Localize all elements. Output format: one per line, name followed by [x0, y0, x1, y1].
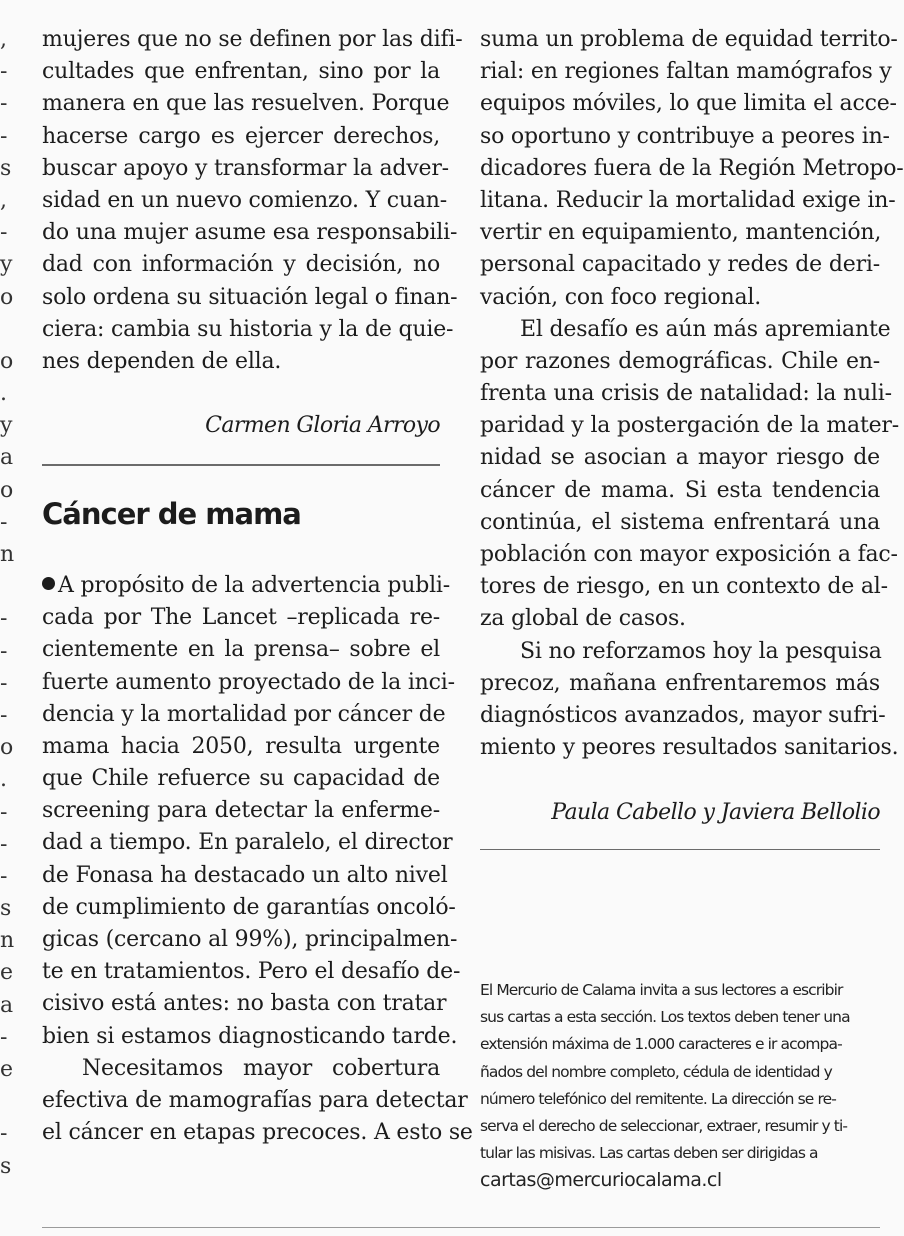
text-line: cáncer de mama. Si esta tendencia — [480, 477, 880, 503]
letter-1-ending — [42, 24, 463, 378]
note-line: ñados del nombre completo, cédula de identidad y — [480, 1062, 832, 1081]
text-line: tores de riesgo, en un contexto de al- — [480, 574, 888, 600]
margin-fragment: - — [0, 670, 8, 696]
margin-fragment: n — [0, 928, 15, 954]
text-line — [42, 570, 451, 602]
letter-2-body-right — [480, 24, 904, 764]
text-line: personal capacitado y redes de deri- — [480, 252, 880, 278]
margin-fragment: - — [0, 59, 8, 85]
note-line: El Mercurio de Calama invita a sus lectores a escribir — [480, 981, 843, 999]
text-line: za global de casos. — [480, 606, 686, 632]
margin-fragment: - — [0, 638, 8, 664]
margin-fragment: o — [0, 284, 14, 310]
margin-fragment: - — [0, 863, 8, 889]
text-line: te en tratamientos. Pero el desafío de- — [42, 959, 461, 985]
text-line: cisivo está antes: no basta con tratar — [42, 991, 447, 1017]
note-line: tular las misivas. Las cartas deben ser dirigidas a — [480, 1144, 818, 1163]
margin-fragment: s — [0, 1153, 12, 1179]
text-line: por razones demográficas. Chile en- — [480, 348, 880, 374]
margin-fragment: s — [0, 155, 12, 181]
margin-fragment: - — [0, 1121, 8, 1147]
text-line: cientemente en la prensa– sobre el — [42, 637, 440, 663]
text-line: diagnósticos avanzados, mayor sufri- — [480, 702, 886, 728]
text-line: rial: en regiones faltan mamógrafos y — [480, 59, 892, 85]
margin-fragment: - — [0, 831, 8, 857]
text-line: dad con información y decisión, no — [42, 252, 440, 278]
margin-fragment — [0, 571, 16, 603]
spacer — [42, 378, 440, 410]
text-line: mama hacia 2050, resulta urgente — [42, 733, 440, 759]
right-column — [480, 24, 904, 850]
spacer — [480, 764, 880, 796]
margin-fragment: . — [0, 767, 7, 793]
text-line: hacerse cargo es ejercer derechos, — [42, 123, 440, 149]
signature-carmen-gloria-arroyo: Carmen Gloria Arroyo — [205, 413, 440, 439]
signature-paula-cabello-javiera-bellolio: Paula Cabello y Javiera Bellolio — [551, 799, 880, 825]
margin-fragment: - — [0, 123, 8, 149]
text-line: manera en que las resuelven. Porque — [42, 91, 450, 117]
margin-fragment: . — [0, 381, 7, 407]
note-line: número telefónico del remitente. La dirección se re- — [480, 1089, 836, 1108]
note-line: extensión máxima de 1.000 caracteres e ir acompa- — [480, 1035, 842, 1054]
margin-fragment: o — [0, 348, 14, 374]
text-line: que Chile refuerce su capacidad de — [42, 766, 440, 792]
text-line: precoz, mañana enfrentaremos más — [480, 670, 880, 696]
text-line: nidad se asocian a mayor riesgo de — [480, 445, 880, 471]
text-line: fuerte aumento proyectado de la inci- — [42, 669, 455, 695]
margin-fragment: - — [0, 220, 8, 246]
text-line: Si no reforzamos hoy la pesquisa — [520, 638, 882, 664]
text-line: el cáncer en etapas precoces. A esto se — [42, 1120, 473, 1146]
contact-email-link[interactable]: cartas@mercuriocalama.cl — [480, 1169, 722, 1192]
margin-fragment: y — [0, 413, 13, 439]
text-line: nes dependen de ella. — [42, 348, 282, 374]
margin-fragment — [0, 1086, 16, 1118]
margin-fragment: a — [0, 445, 14, 471]
text-line: Necesitamos mayor cobertura — [82, 1055, 440, 1081]
text-line: do una mujer asume esa responsabili- — [42, 220, 458, 246]
margin-fragment — [0, 314, 16, 346]
text-line: equipos móviles, lo que limita el acce- — [480, 91, 897, 117]
text-line: buscar apoyo y transformar la adver- — [42, 155, 449, 181]
margin-fragment: - — [0, 606, 8, 632]
note-line: serva el derecho de seleccionar, extraer, resumir y ti- — [480, 1116, 848, 1135]
text-line: suma un problema de equidad territo- — [480, 27, 898, 52]
margin-fragment: e — [0, 1057, 14, 1082]
editor-note — [480, 977, 880, 1195]
margin-fragment: o — [0, 477, 14, 503]
text-line: cultades que enfrentan, sino por la — [42, 59, 440, 85]
margin-fragment: - — [0, 799, 8, 825]
text-line: dicadores fuera de la Región Metropo- — [480, 155, 904, 181]
margin-fragment: - — [0, 1024, 8, 1050]
text-line: dencia y la mortalidad por cáncer de — [42, 701, 446, 727]
note-line: sus cartas a esta sección. Los textos deben tener una — [480, 1008, 850, 1027]
text-line: screening para detectar la enferme- — [42, 798, 440, 824]
text-line: vertir en equipamiento, mantención, — [480, 220, 882, 246]
margin-fragment: a — [0, 992, 14, 1018]
left-column — [42, 24, 473, 1149]
margin-fragment: y — [0, 252, 13, 278]
text-line: población con mayor exposición a fac- — [480, 542, 898, 567]
text-line: gicas (cercano al 99%), principalmen- — [42, 927, 458, 952]
margin-fragment: , — [0, 187, 7, 213]
text-line: El desafío es aún más apremiante — [520, 316, 891, 342]
text-line: mujeres que no se definen por las difi- — [42, 27, 463, 52]
letter-2-body-left — [42, 570, 473, 1149]
bottom-divider — [42, 1227, 880, 1228]
text-line: so oportuno y contribuye a peores in- — [480, 123, 890, 149]
text-line: de cumplimiento de garantías oncoló- — [42, 894, 456, 920]
text-line: dad a tiempo. En paralelo, el director — [42, 830, 453, 856]
text-line: solo ordena su situación legal o finan- — [42, 284, 458, 310]
divider-rule — [480, 849, 880, 851]
text-line: frenta una crisis de natalidad: la nuli- — [480, 381, 892, 407]
bullet-icon — [42, 577, 55, 590]
text-line-content: A propósito de la advertencia publi- — [58, 572, 451, 598]
margin-fragment: n — [0, 542, 15, 567]
text-line: de Fonasa ha destacado un alto nivel — [42, 862, 448, 888]
text-line: paridad y la postergación de la mater- — [480, 413, 899, 439]
text-line: vación, con foco regional. — [480, 284, 761, 310]
text-line: litana. Reducir la mortalidad exige in- — [480, 187, 896, 213]
text-line: sidad en un nuevo comienzo. Y cuan- — [42, 187, 447, 213]
text-line: bien si estamos diagnosticando tarde. — [42, 1023, 458, 1049]
margin-fragment: e — [0, 960, 14, 986]
text-line: efectiva de mamografías para detectar — [42, 1087, 468, 1113]
text-line: ciera: cambia su historia y la de quie- — [42, 316, 454, 342]
text-line: miento y peores resultados sanitarios. — [480, 735, 899, 761]
adjacent-column-fragments — [0, 24, 16, 1183]
margin-fragment: s — [0, 896, 12, 922]
margin-fragment: - — [0, 702, 8, 728]
text-line: continúa, el sistema enfrentará una — [480, 509, 880, 535]
text-line: cada por The Lancet –replicada re- — [42, 605, 440, 631]
margin-fragment: o — [0, 735, 14, 761]
margin-fragment: - — [0, 91, 8, 117]
letter-2-headline: Cáncer de mama — [42, 496, 301, 531]
margin-fragment: , — [0, 27, 7, 52]
margin-fragment: - — [0, 509, 8, 535]
